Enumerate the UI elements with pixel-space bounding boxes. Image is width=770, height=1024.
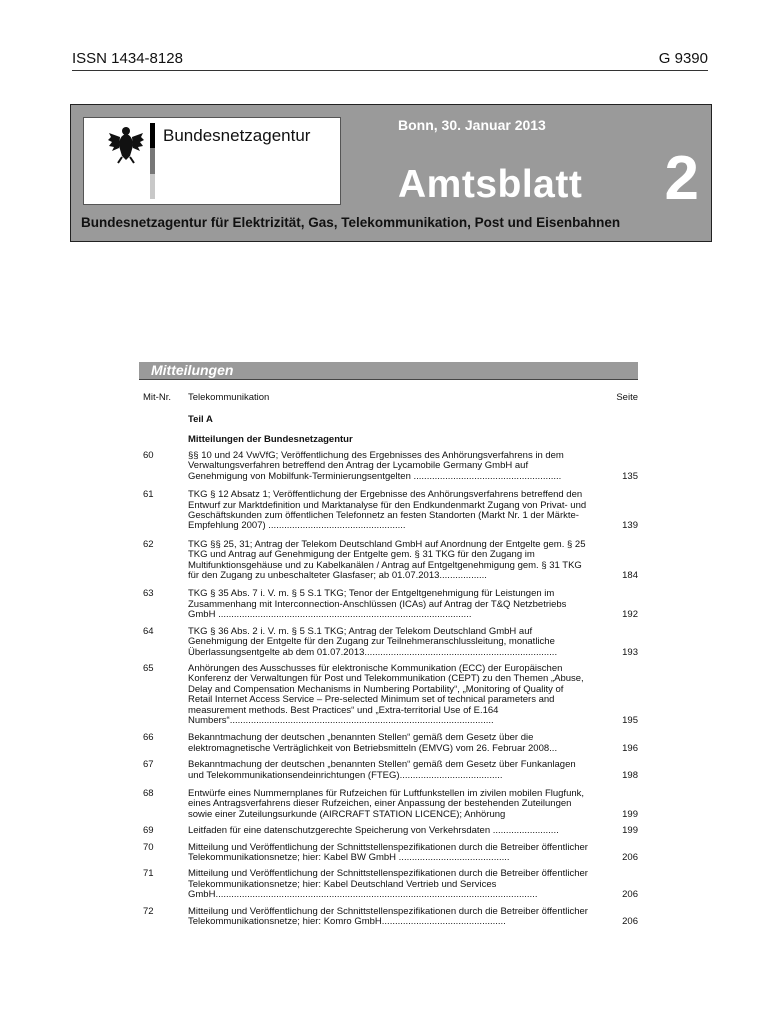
masthead	[70, 104, 712, 242]
entry-number: 66	[143, 732, 154, 744]
entry-page: 198	[622, 769, 638, 781]
entry-text: Mitteilung und Veröffentlichung der Schnittstellenspezifikationen durch die Betreiber öffentlicher Telekommunikationsnetze; hier: Komro GmbH...............................................	[188, 905, 588, 928]
entry-number: 60	[143, 450, 154, 461]
entry-text: TKG § 12 Absatz 1; Veröffentlichung der Ergebnisse des Anhörungsverfahrens betreffend den Entwurf zur Marktdefinition und Marktanalyse für den Endkundenmarkt Zugang von Privat- und Geschäftskunden zum öffentlichen Telefonnetz an festen Standorten (Markt Nr. 1 der Märkte-Empfehlung 2007) ....................................................	[188, 489, 587, 532]
entry-page: 199	[622, 808, 638, 820]
agency-logo	[83, 117, 341, 205]
toc-entry[interactable]	[139, 843, 638, 864]
flag-stripe	[150, 123, 155, 199]
toc-entry[interactable]	[139, 540, 638, 582]
issue-date: Bonn, 30. Januar 2013	[398, 117, 546, 133]
entry-number: 72	[143, 905, 154, 917]
entry-number: 63	[143, 588, 154, 600]
entry-text: TKG § 36 Abs. 2 i. V. m. § 5 S.1 TKG; Antrag der Telekom Deutschland GmbH auf Genehmigung der Entgelte für den Zugang zur Teilnehmeranschlussleitung, monatliche Überlassungsentgelte ab dem 01.07.2013.........................................................................	[188, 625, 558, 658]
entry-page: 199	[622, 825, 638, 837]
toc-entry[interactable]	[139, 869, 638, 900]
entry-text: Bekanntmachung der deutschen „benannten Stellen“ gemäß dem Gesetz über die elektromagnetische Verträglichkeit von Betriebsmitteln (EMVG) vom 26. Februar 2008...	[188, 732, 558, 754]
entry-text: Mitteilung und Veröffentlichung der Schnittstellenspezifikationen durch die Betreiber öffentlicher Telekommunikationsnetze; hier: Kabel BW GmbH ..........................................	[188, 841, 588, 863]
col-topic-header: Telekommunikation	[188, 392, 270, 403]
entry-text: Entwürfe eines Nummernplanes für Rufzeichen für Luftfunkstellen im zivilen mobilen Flugfunk, eines Antragsverfahrens dieser Rufzeichen, einer Anpassung der bestehenden Zuteilungen sowie einer Zuteilungsurkunde (AIRCRAFT STATION LICENCE); Anhörung	[188, 787, 585, 820]
group-label: Mitteilungen der Bundesnetzagentur	[188, 434, 353, 445]
toc-entry[interactable]	[139, 627, 638, 658]
entry-text: Bekanntmachung der deutschen „benannten Stellen“ gemäß dem Gesetz über Funkanlagen und Telekommunikationsendeinrichtungen (FTEG).......................................	[188, 759, 576, 781]
entry-page: 193	[622, 646, 638, 658]
part-label: Teil A	[188, 414, 213, 425]
toc-header	[139, 393, 638, 415]
col-page-header: Seite	[616, 392, 638, 403]
part-label-row	[139, 415, 638, 435]
header-line	[72, 48, 708, 71]
entry-page: 206	[622, 852, 638, 863]
publication-title: Amtsblatt	[398, 163, 583, 206]
entry-number: 64	[143, 625, 154, 637]
entry-text: TKG § 35 Abs. 7 i. V. m. § 5 S.1 TKG; Tenor der Entgeltgenehmigung für Leistungen im Zusammenhang mit Interconnection-Anschlüssen (ICAs) auf Antrag der T&Q Netzbetriebs GmbH ................................................................................................	[188, 588, 567, 621]
entry-number: 68	[143, 787, 154, 799]
entry-text: Leitfaden für eine datenschutzgerechte Speicherung von Verkehrsdaten .........................	[188, 825, 559, 837]
issn: ISSN 1434-8128	[72, 50, 183, 67]
entry-page: 184	[622, 570, 638, 582]
entry-page: 206	[622, 889, 638, 901]
issue-number: 2	[664, 144, 699, 213]
toc-entry[interactable]	[139, 733, 638, 754]
table-of-contents	[139, 393, 638, 933]
publication-code: G 9390	[658, 50, 708, 67]
entry-page: 196	[622, 742, 638, 754]
toc-entry[interactable]	[139, 789, 638, 820]
entry-text: §§ 10 und 24 VwVfG; Veröffentlichung des Ergebnisses des Anhörungsverfahrens in dem Verwaltungsverfahren betreffend den Antrag der Lycamobile Germany GmbH auf Genehmigung von Mobilfunk-Terminierungsentgelten ........................................................	[188, 450, 564, 482]
toc-entry[interactable]	[139, 664, 638, 726]
federal-eagle-icon	[108, 124, 144, 164]
toc-entry[interactable]	[139, 451, 638, 482]
entry-number: 62	[143, 538, 154, 550]
logo-text: Bundesnetzagentur	[163, 126, 311, 145]
toc-entry[interactable]	[139, 490, 638, 532]
entry-number: 65	[143, 662, 154, 674]
toc-entry[interactable]	[139, 589, 638, 620]
agency-subtitle: Bundesnetzagentur für Elektrizität, Gas, Telekommunikation, Post und Eisenbahnen	[81, 215, 621, 230]
entry-page: 206	[622, 916, 638, 928]
entry-text: Anhörungen des Ausschusses für elektronische Kommunikation (ECC) der Europäischen Konferenz der Verwaltungen für Post und Telekommunikation (CEPT) zu den Themen „Abuse, Delay and Compensation Mechanisms in Numbering Portability“, „Monitoring of Quality of Retail Internet Access Service – Pre-selected Minimum set of technical parameters and measurement methods. Best Practices“ und „Extra-territorial Use of E.164 Numbers“....................................................................................................	[188, 662, 584, 726]
col-num-header: Mit-Nr.	[143, 392, 171, 403]
toc-entry[interactable]	[139, 760, 638, 781]
toc-entry[interactable]	[139, 826, 638, 836]
group-label-row	[139, 435, 638, 451]
entry-page: 192	[622, 609, 638, 621]
entry-text: Mitteilung und Veröffentlichung der Schnittstellenspezifikationen durch die Betreiber öffentlicher Telekommunikationsnetze; hier: Kabel Deutschland Vertrieb und Services GmbH..........................................................................................................................	[188, 868, 588, 901]
entry-number: 70	[143, 841, 154, 853]
entry-number: 67	[143, 759, 154, 771]
entry-page: 135	[622, 470, 638, 482]
section-title: Mitteilungen	[151, 362, 234, 378]
entry-page: 195	[622, 714, 638, 726]
toc-entry[interactable]	[139, 907, 638, 928]
entry-page: 139	[622, 520, 638, 532]
section-header	[139, 362, 638, 380]
entry-number: 69	[143, 825, 154, 837]
toc-entries	[139, 451, 638, 927]
entry-text: TKG §§ 25, 31; Antrag der Telekom Deutschland GmbH auf Anordnung der Entgelte gem. § 25 TKG und Antrag auf Genehmigung der Entgelte gem. § 31 TKG für den Zugang im Multifunktionsgehäuse und zu Kabelkanälen / Antrag auf Entgeltgenehmigung gem. § 31 TKG für den Zugang zu unbeschalteter Glasfaser; ab 01.07.2013..................	[188, 538, 586, 582]
entry-number: 71	[143, 868, 154, 880]
entry-number: 61	[143, 489, 154, 501]
